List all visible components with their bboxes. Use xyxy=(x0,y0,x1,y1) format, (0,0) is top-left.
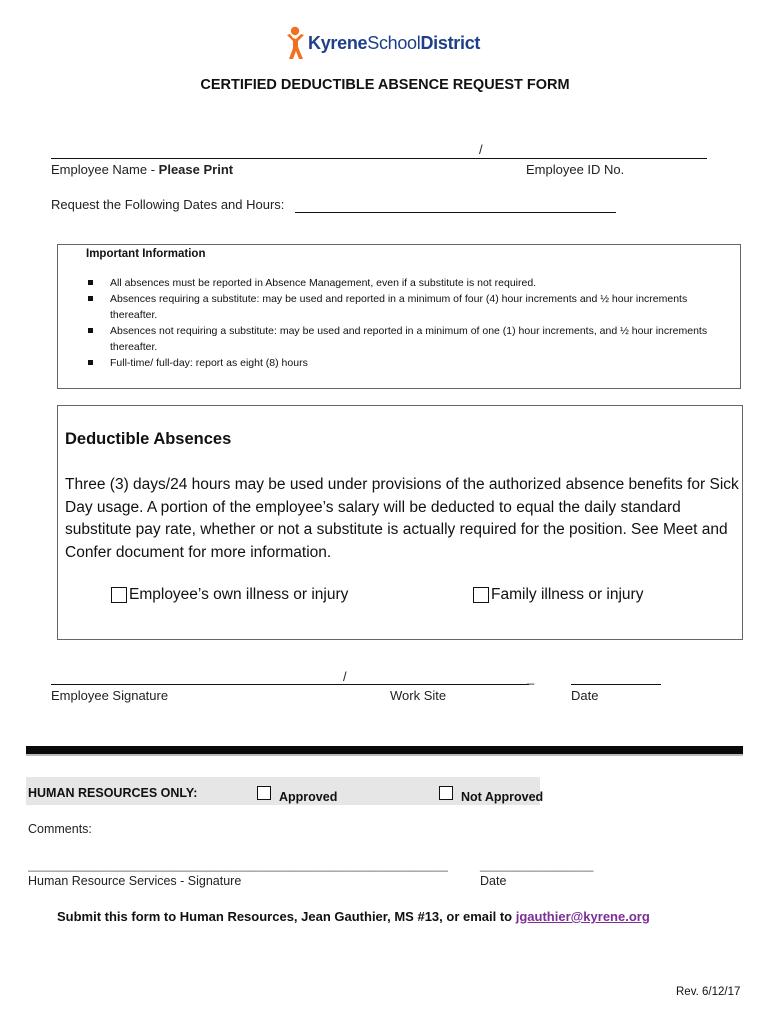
dates-hours-line[interactable] xyxy=(295,212,616,213)
dates-hours-label: Request the Following Dates and Hours: xyxy=(51,197,285,212)
list-item: Absences requiring a substitute: may be used and reported in a minimum of four (4) hour increments and ½ hour increments thereafter. xyxy=(88,291,718,323)
family-illness-checkbox[interactable] xyxy=(473,587,489,603)
hr-signature-line[interactable]: _______________________________________________________________ xyxy=(28,858,448,872)
approved-checkbox[interactable] xyxy=(257,786,271,800)
name-id-separator: / xyxy=(479,142,483,157)
hr-date-label: Date xyxy=(480,874,507,888)
employee-id-label: Employee ID No. xyxy=(526,162,625,177)
deductible-absences-box xyxy=(57,405,743,640)
family-illness-option[interactable]: Family illness or injury xyxy=(473,586,643,604)
district-logo: KyreneSchoolDistrict xyxy=(284,26,480,60)
revision-date: Rev. 6/12/17 xyxy=(676,986,741,998)
important-information-box xyxy=(57,244,741,389)
signature-worksite-line[interactable] xyxy=(51,684,529,685)
section-divider xyxy=(26,746,743,754)
list-item: Absences not requiring a substitute: may be used and reported in a minimum of one (1) hour increments, and ½ hour increments thereafter. xyxy=(88,323,718,355)
hr-signature-label: Human Resource Services - Signature xyxy=(28,874,242,888)
signature-underscore: _ xyxy=(527,670,535,685)
work-site-label: Work Site xyxy=(390,688,447,703)
own-illness-checkbox[interactable] xyxy=(111,587,127,603)
employee-name-id-line[interactable] xyxy=(51,158,707,159)
not-approved-option[interactable]: Not Approved xyxy=(439,782,543,804)
list-item: Full-time/ full-day: report as eight (8) hours xyxy=(88,355,718,371)
submit-instructions: Submit this form to Human Resources, Jean Gauthier, MS #13, or email to jgauthier@kyrene.org xyxy=(57,909,650,924)
kid-figure-icon xyxy=(284,26,306,60)
form-title: CERTIFIED DEDUCTIBLE ABSENCE REQUEST FORM xyxy=(200,77,570,93)
list-item: All absences must be reported in Absence Management, even if a substitute is not required. xyxy=(88,275,718,291)
important-list xyxy=(88,275,718,371)
not-approved-checkbox[interactable] xyxy=(439,786,453,800)
hr-date-line[interactable]: _________________ xyxy=(480,858,594,872)
hr-only-label: HUMAN RESOURCES ONLY: xyxy=(28,786,198,800)
deductible-description: Three (3) days/24 hours may be used under provisions of the authorized absence benefits for Sick Day usage. A portion of the employee’s salary will be deducted to equal the daily standard substitute pay rate, whether or not a substitute is actually required for the position. See Meet and Confer document for more information. xyxy=(65,476,739,561)
employee-signature-label: Employee Signature xyxy=(51,688,169,703)
deductible-heading: Deductible Absences xyxy=(65,430,232,448)
comments-label: Comments: xyxy=(28,822,92,836)
important-heading: Important Information xyxy=(86,248,206,260)
date-label: Date xyxy=(571,688,599,703)
signature-separator: / xyxy=(343,669,347,684)
signature-date-line[interactable] xyxy=(571,684,661,685)
section-divider-shadow xyxy=(26,754,743,756)
employee-name-label: Employee Name - Please Print xyxy=(51,162,234,177)
approved-option[interactable]: Approved xyxy=(257,782,337,804)
own-illness-option[interactable]: Employee’s own illness or injury xyxy=(111,586,348,604)
email-link[interactable]: jgauthier@kyrene.org xyxy=(515,909,650,924)
